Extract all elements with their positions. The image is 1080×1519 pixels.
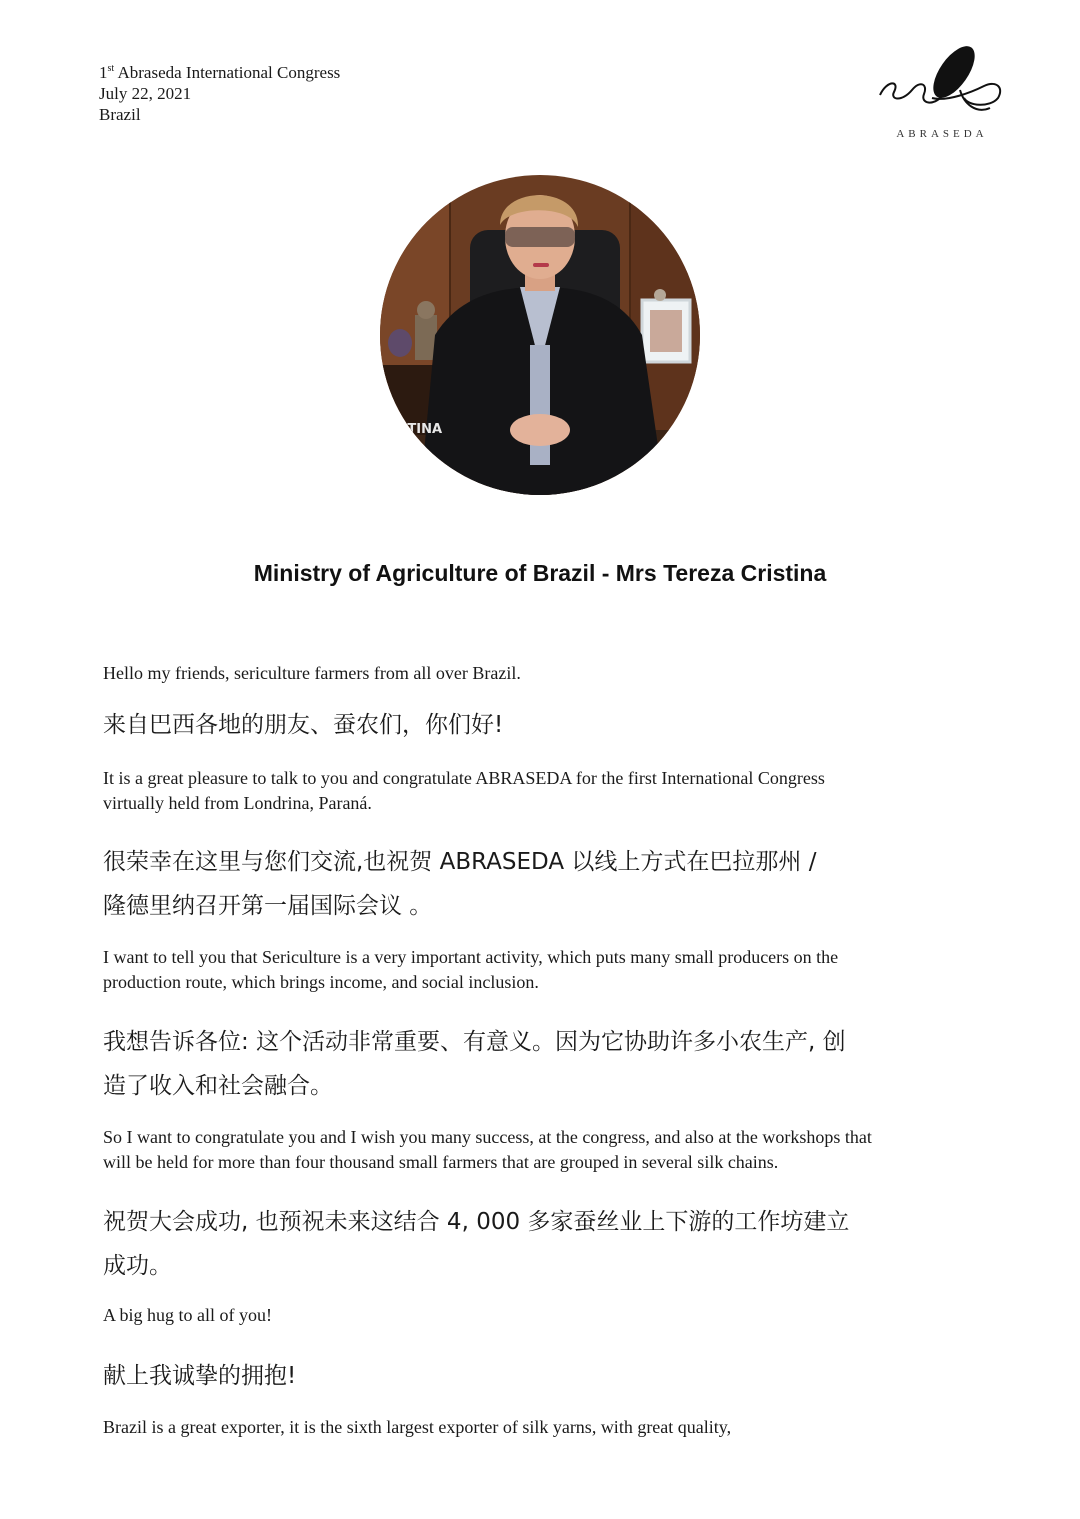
portrait-photo — [380, 175, 700, 495]
paragraph-en-2-line-2: virtually held from Londrina, Paraná. — [103, 793, 372, 813]
paragraph-en-5: A big hug to all of you! — [103, 1305, 272, 1325]
paragraph-zh-3-line-2: 造了收入和社会融合。 — [103, 1073, 333, 1099]
paragraph-en-3-line-1: I want to tell you that Sericulture is a very important activity, which puts many small producers on the — [103, 947, 839, 967]
paragraph-en-3 — [103, 945, 983, 995]
paragraph-en-3-line-2: production route, which brings income, and social inclusion. — [103, 972, 539, 992]
page-title: Ministry of Agriculture of Brazil - Mrs Tereza Cristina — [253, 560, 827, 586]
paragraph-zh-2 — [103, 840, 983, 928]
edition-suffix: st — [107, 63, 115, 74]
paragraph-en-4-line-1: So I want to congratulate you and I wish you many success, at the congress, and also at the workshops that — [103, 1127, 872, 1147]
paragraph-zh-1: 来自巴西各地的朋友、蚕农们，你们好! — [103, 712, 504, 738]
congress-date: July 22, 2021 — [99, 84, 192, 103]
paragraph-zh-5: 献上我诚挚的拥抱! — [103, 1363, 297, 1389]
paragraph-zh-3-line-1: 我想告诉各位: 这个活动非常重要、有意义。因为它协助许多小农生产, 创 — [103, 1029, 846, 1055]
paragraph-en-6: Brazil is a great exporter, it is the sixth largest exporter of silk yarns, with great quality, — [103, 1417, 732, 1437]
paragraph-zh-2-line-1: 很荣幸在这里与您们交流,也祝贺 ABRASEDA 以线上方式在巴拉那州 / — [103, 849, 817, 875]
paragraph-zh-4-line-1: 祝贺大会成功, 也预祝未来这结合 4, 000 多家蚕丝业上下游的工作坊建立 — [103, 1209, 850, 1235]
paragraph-zh-4 — [103, 1200, 983, 1288]
speaker-portrait — [380, 175, 700, 495]
paragraph-zh-3 — [103, 1020, 983, 1108]
portrait-caption-text: STINA — [398, 422, 443, 437]
paragraph-en-2 — [103, 766, 983, 816]
paragraph-en-4 — [103, 1125, 983, 1175]
congress-country: Brazil — [99, 105, 141, 124]
edition-number: 1 — [99, 63, 108, 82]
paragraph-en-4-line-2: will be held for more than four thousand small farmers that are grouped in several silk chains. — [103, 1152, 779, 1172]
paragraph-zh-4-line-2: 成功。 — [103, 1253, 172, 1279]
paragraph-en-2-line-1: It is a great pleasure to talk to you and congratulate ABRASEDA for the first International Congress — [103, 768, 825, 788]
abraseda-logo — [872, 40, 1017, 145]
paragraph-zh-2-line-2: 隆德里纳召开第一届国际会议 。 — [103, 893, 433, 919]
congress-info — [99, 62, 340, 125]
congress-name: Abraseda International Congress — [117, 63, 341, 82]
logo-wordmark: ABRASEDA — [896, 128, 988, 140]
silk-cocoon-logo-icon — [872, 40, 1017, 130]
congress-name-line — [99, 62, 340, 83]
paragraph-en-1: Hello my friends, sericulture farmers from all over Brazil. — [103, 663, 521, 683]
